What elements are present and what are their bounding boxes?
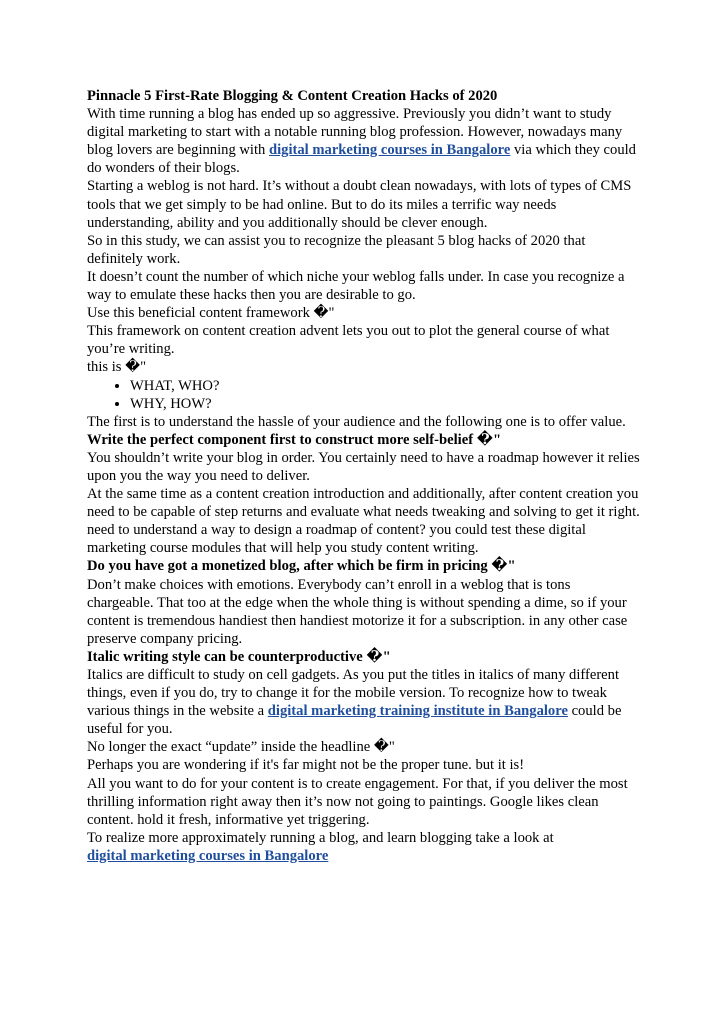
- paragraph-final-link: [87, 847, 640, 865]
- paragraph-italics-text: Italics are difficult to study on cell gadgets. As you put the titles in italics of many different things, even if you do, try to change it for the mobile version. To recognize how to tweak various things in the website a: [87, 667, 620, 720]
- paragraph-update: No longer the exact “update” inside the headline �": [87, 739, 395, 756]
- paragraph-roadmap: You shouldn’t write your blog in order. You certainly need to have a roadmap however it relies upon you the way you need to deliver.: [87, 449, 640, 484]
- paragraph-realize: To realize more approximately running a blog, and learn blogging take a look at: [87, 829, 554, 846]
- heading-perfect-component: Write the perfect component first to construct more self-belief �": [87, 431, 502, 448]
- paragraph-engagement: All you want to do for your content is to create engagement. For that, if you deliver the most thrilling information right away then it’s now not going to paintings. Google likes clean content. hold it fresh, informative yet triggering.: [87, 775, 628, 828]
- paragraph-framework-desc: This framework on content creation advent lets you out to plot the general course of what you’re writing.: [87, 323, 610, 358]
- paragraph-niche: It doesn’t count the number of which niche your weblog falls under. In case you recognize a way to emulate these hacks then you are desirable to go.: [87, 268, 625, 304]
- paragraph-this-is: this is �": [87, 359, 147, 376]
- paragraph-intro-tail: via which they could do wonders of their blogs.: [87, 142, 636, 177]
- paragraph-value: The first is to understand the hassle of your audience and the following one is to offer value.: [87, 413, 626, 430]
- paragraph-content-creation: At the same time as a content creation introduction and additionally, after content creation you need to be capable of step returns and evaluate what needs tweaking and solving to get it right. need to understand a way to design a roadmap of content? you could test these digital marketing course modules that will help you study content writing.: [87, 486, 640, 557]
- paragraph-italics: [87, 666, 640, 738]
- paragraph-italics-tail: could be useful for you.: [87, 703, 622, 738]
- paragraph-study: So in this study, we can assist you to recognize the pleasant 5 blog hacks of 2020 that definitely work.: [87, 232, 586, 267]
- courses-link-1[interactable]: digital marketing courses in Bangalore: [268, 142, 511, 159]
- document-title: Pinnacle 5 First-Rate Blogging & Content Creation Hacks of 2020: [87, 88, 498, 104]
- courses-link-2[interactable]: digital marketing courses in Bangalore: [87, 847, 329, 864]
- training-institute-link[interactable]: digital marketing training institute in Bangalore: [267, 703, 568, 720]
- paragraph-pricing: Don’t make choices with emotions. Everybody can’t enroll in a weblog that is tons chargeable. That too at the edge when the whole thing is without spending a dime, so if your content is tremendous handiest then handiest motorize it for a subscription. in any other case preserve company pricing.: [87, 576, 628, 647]
- paragraph-cms: Starting a weblog is not hard. It’s without a doubt clean nowadays, with lots of types of CMS tools that we get simply to be had online. But to do its miles a terrific way needs understanding, ability and you additionally should be clever enough.: [87, 178, 632, 231]
- heading-italic-style: Italic writing style can be counterproductive �": [87, 648, 391, 665]
- heading-monetized-blog: Do you have got a monetized blog, after which be firm in pricing �": [87, 558, 516, 575]
- paragraph-intro-text: With time running a blog has ended up so aggressive. Previously you didn’t want to study digital marketing to start with a notable running blog profession. However, nowadays many blog lovers are beginning with: [87, 106, 623, 159]
- list-item: • WHAT, WHO?: [130, 377, 640, 395]
- bullet-list: [87, 377, 640, 413]
- paragraph-wondering: Perhaps you are wondering if it's far might not be the proper tune. but it is!: [87, 757, 525, 774]
- list-item: • WHY, HOW?: [130, 395, 640, 413]
- paragraph-framework: Use this beneficial content framework �": [87, 305, 335, 322]
- paragraph-intro: [87, 105, 640, 177]
